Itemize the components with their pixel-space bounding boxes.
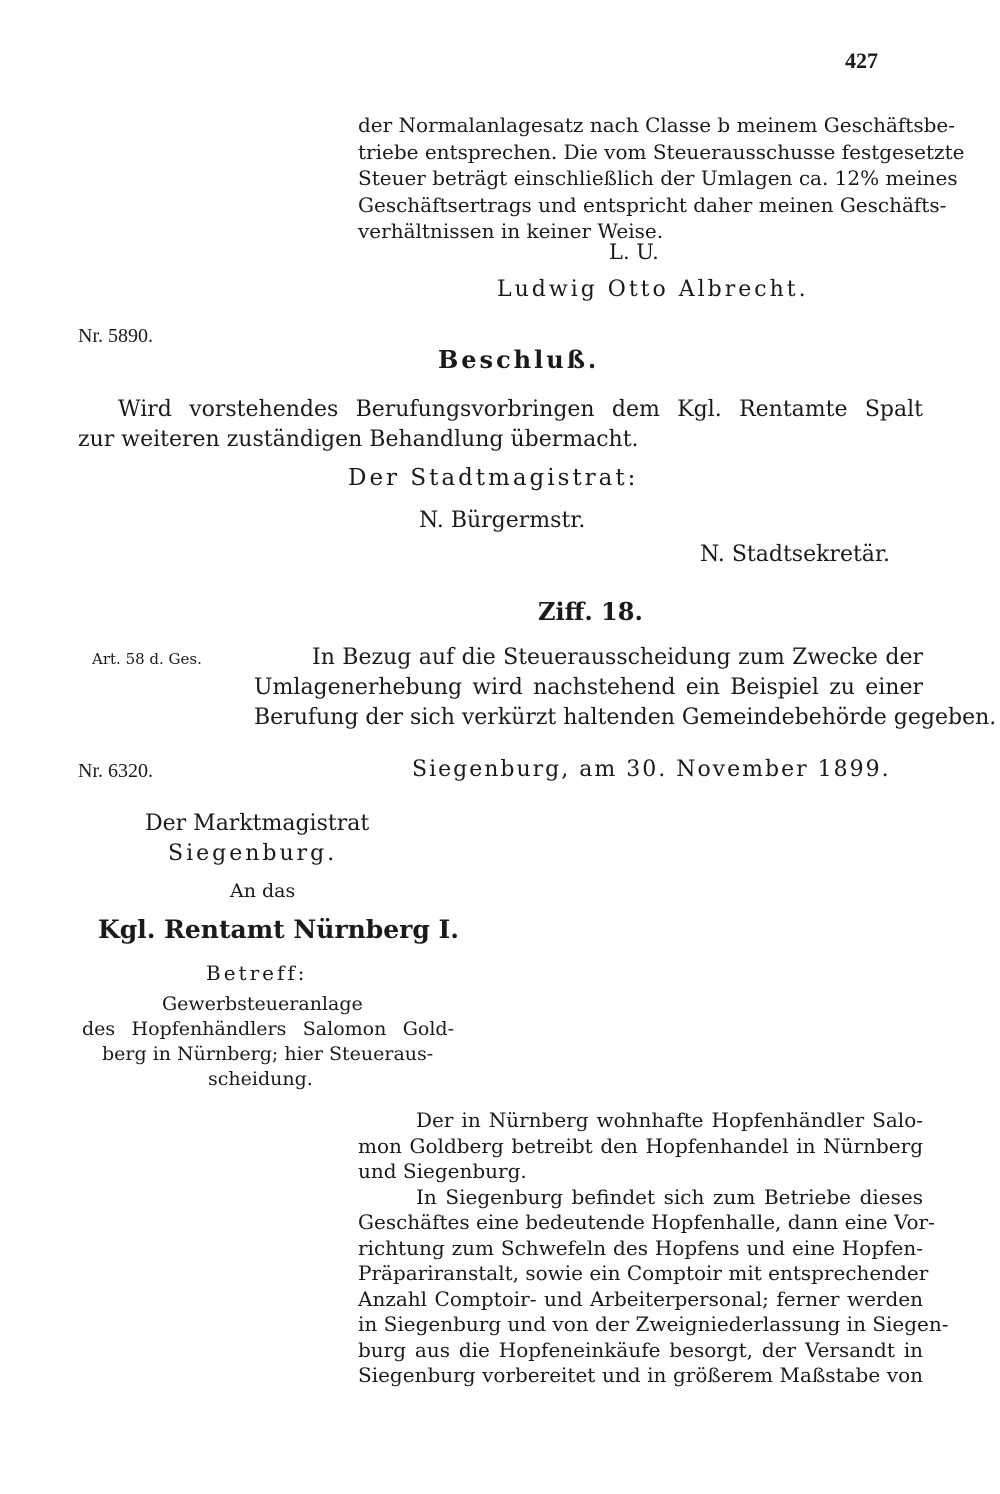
text-line: des Hopfenhändlers Salomon Gold- [82,1018,454,1040]
section-heading: Ziff. 18. [538,597,643,626]
text-line: Präpariranstalt, sowie ein Comptoir mit entsprechender [358,1261,929,1285]
text-line: Steuer beträgt einschließlich der Umlagen ca. 12% meines [358,166,958,190]
subject-text [82,992,454,1092]
text-line: verhältnissen in keiner Weise. [358,219,664,243]
decision-number: Nr. 5890. [78,325,153,347]
text-line: Gewerbsteueranlage [162,993,363,1015]
letter-number: Nr. 6320. [78,760,153,782]
text-line: berg in Nürnberg; hier Steueraus- [102,1043,434,1065]
text-line: burg aus die Hopfeneinkäufe besorgt, der Versandt in [358,1337,923,1362]
address-to: An das [230,880,296,902]
sender-line-2: Siegenburg. [168,841,338,866]
authority-line: Der Stadtmagistrat: [348,465,639,491]
mayor-signature: N. Bürgermstr. [419,508,586,533]
page-number: 427 [845,48,878,73]
text-line: In Bezug auf die Steuerausscheidung zum Zwecke der [312,645,923,670]
text-line: Siegenburg vorbereitet und in größerem Maßstabe von [358,1363,923,1387]
text-line: und Siegenburg. [358,1159,527,1183]
text-line: zur weiteren zuständigen Behandlung übermacht. [78,427,639,452]
letter-body [358,1108,949,1389]
text-line: der Normalanlagesatz nach Classe b meinem Geschäftsbe- [358,113,955,137]
margin-note: Art. 58 d. Ges. [92,650,202,668]
subject-label: Betreff: [206,961,308,985]
continuation-paragraph [358,112,965,245]
signature-name: Ludwig Otto Albrecht. [497,277,809,302]
seal-mark: L. U. [609,240,659,264]
text-line: triebe entsprechen. Die vom Steuerausschusse festgesetzte [358,139,965,164]
sender-line-1: Der Marktmagistrat [145,811,370,836]
text-line: mon Goldberg betreibt den Hopfenhandel in Nürnberg [358,1133,923,1158]
decision-heading: Beschluß. [438,345,600,374]
section-paragraph [254,643,997,733]
text-line: Anzahl Comptoir- und Arbeiterpersonal; ferner werden [358,1286,923,1311]
secretary-signature: N. Stadtsekretär. [700,542,891,567]
text-line: Geschäftsertrags und entspricht daher meinen Geschäfts- [358,192,947,217]
text-line: Der in Nürnberg wohnhafte Hopfenhändler Salo- [416,1108,923,1132]
decision-paragraph [78,395,923,455]
text-line: scheidung. [208,1068,313,1090]
text-line: Wird vorstehendes Berufungsvorbringen dem Kgl. Rentamte Spalt [118,397,923,422]
text-line: Umlagenerhebung wird nachstehend ein Beispiel zu einer [254,675,923,700]
text-line: In Siegenburg befindet sich zum Betriebe dieses [416,1184,923,1209]
text-line: richtung zum Schwefeln des Hopfens und eine Hopfen- [358,1235,923,1260]
text-line: Berufung der sich verkürzt haltenden Gemeindebehörde gegeben. [254,705,997,730]
recipient: Kgl. Rentamt Nürnberg I. [98,915,459,944]
text-line: in Siegenburg und von der Zweigniederlassung in Siegen- [358,1312,949,1336]
place-date: Siegenburg, am 30. November 1899. [412,757,891,782]
text-line: Geschäftes eine bedeutende Hopfenhalle, dann eine Vor- [358,1210,935,1234]
